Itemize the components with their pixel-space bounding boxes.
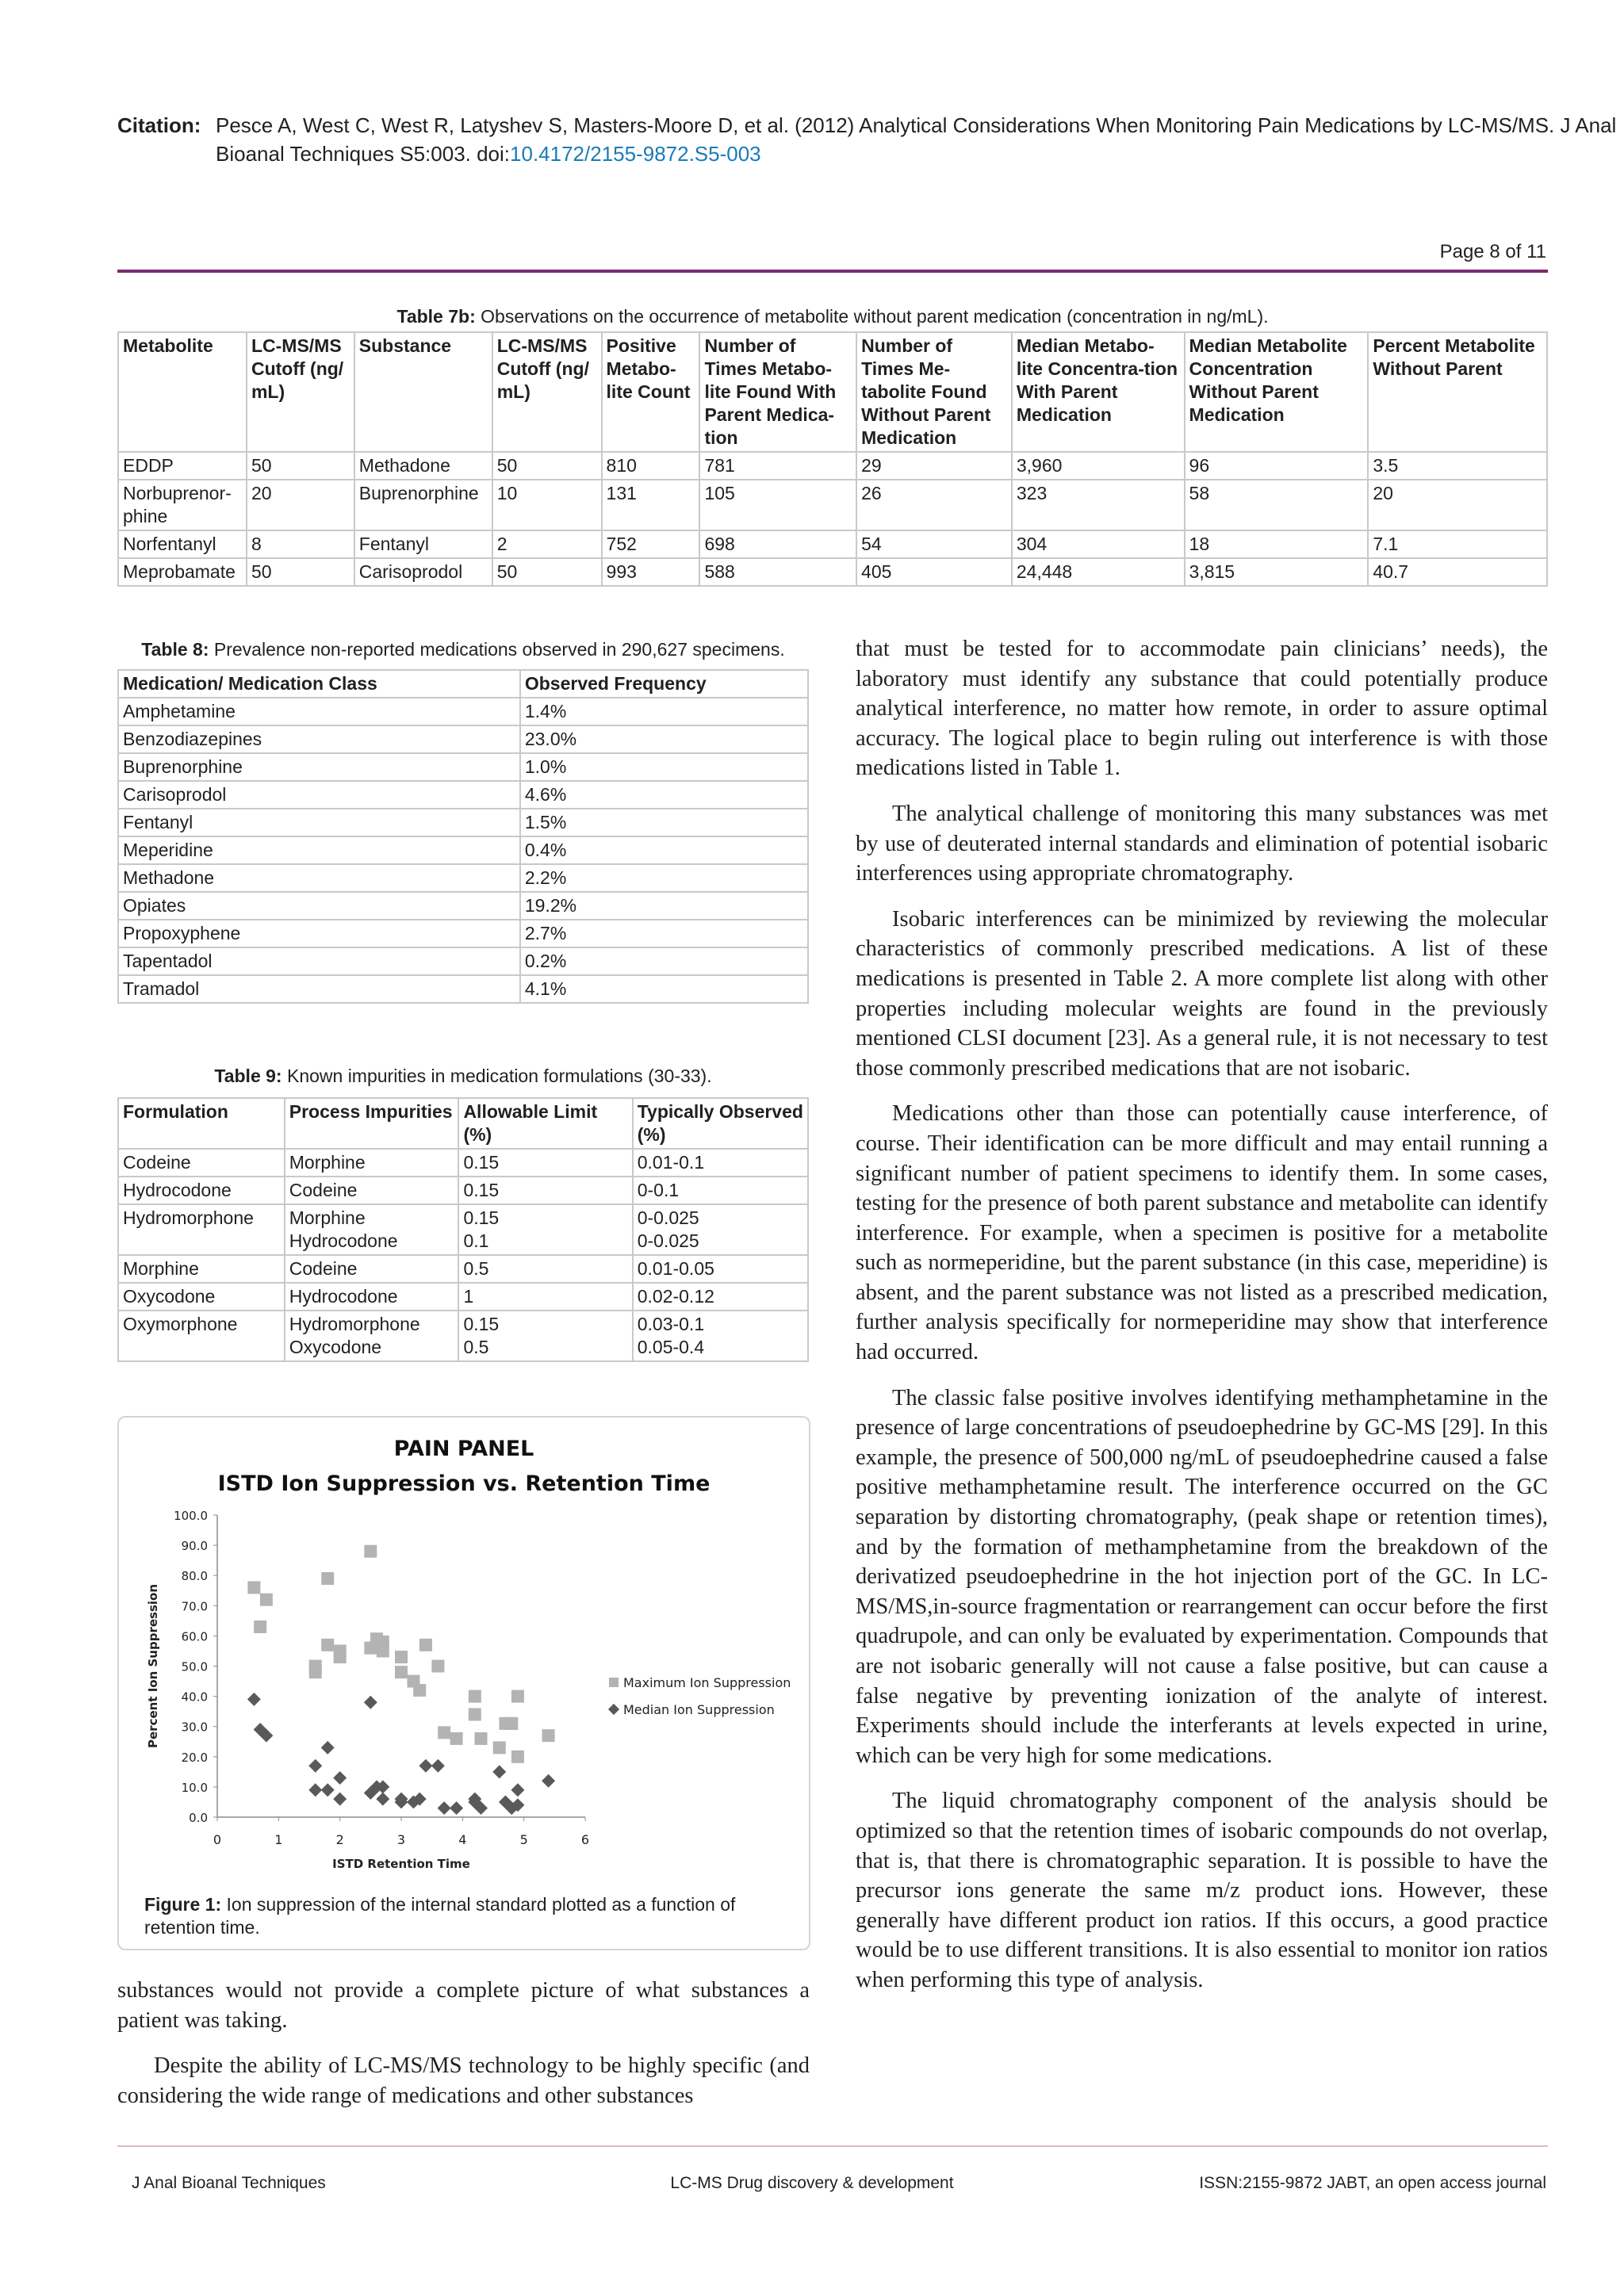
- y-tick-label: 70.0: [181, 1599, 208, 1614]
- table-cell-line: 0.15: [463, 1314, 500, 1334]
- table-cell: Tramadol: [118, 975, 520, 1003]
- table-cell: 1.0%: [520, 753, 808, 781]
- table-cell: [285, 1204, 459, 1255]
- median-ion-suppression-point: [419, 1759, 432, 1773]
- median-ion-suppression-point: [308, 1783, 322, 1797]
- table-cell-line: 0.5: [463, 1258, 489, 1279]
- table8-caption: [117, 639, 809, 660]
- table-cell-line: Codeine: [289, 1258, 358, 1279]
- table-cell-line: Morphine: [123, 1258, 199, 1279]
- table9-body: [118, 1149, 808, 1361]
- table-cell: 3.5: [1368, 452, 1547, 480]
- paragraph: The classic false positive involves identifying methamphetamine in the presence of large concentrations of pseudoephedrine by GC-MS [29]. In this example, the presence of 500,000 ng/mL of pseudoephedrine caused a false positive methamphetamine result. The interference occurred on the GC separation by distorting chromatography, (peak shape or retention times), and by the formation of methamphetamine from the breakdown of the derivatized pseudoephedrine in the hot injection port of the GC. In LC-MS/MS,in-source fragmentation or rearrangement can occur before the first quadrupole, and can only be evaluated by experimentation. Compounds that are not isobaric generally will not cause a false positive, but can cause a false negative by preventing ionization of the analyte of interest. Experiments should include the interferants at levels expected in urine, which can be very high for some medications.: [856, 1385, 1548, 1768]
- table-cell: 96: [1185, 452, 1369, 480]
- table9-header-cell: Typically Observed (%): [633, 1098, 808, 1149]
- table-row: [118, 947, 808, 975]
- table-cell: Methadone: [354, 452, 492, 480]
- median-ion-suppression-point: [511, 1783, 524, 1797]
- table-cell: [458, 1255, 632, 1283]
- table-cell: Benzodiazepines: [118, 725, 520, 753]
- y-tick-label: 0.0: [189, 1811, 208, 1825]
- table8: [117, 669, 809, 1004]
- figure-caption: [144, 1893, 795, 1939]
- table-cell-line: 0.03-0.1: [637, 1314, 705, 1334]
- x-axis-label: ISTD Retention Time: [332, 1857, 470, 1871]
- median-ion-suppression-point: [364, 1696, 377, 1709]
- max-ion-suppression-point: [475, 1732, 488, 1745]
- table7b-header-cell: Substance: [354, 332, 492, 452]
- table-cell: [633, 1204, 808, 1255]
- table-cell-line: Hydromorphone: [123, 1207, 254, 1228]
- table-row: [118, 1149, 808, 1177]
- left-column-text: [117, 1976, 810, 2126]
- table-cell: 8: [247, 530, 354, 558]
- max-ion-suppression-point: [413, 1684, 426, 1697]
- table7b: [117, 331, 1548, 587]
- paragraph: The liquid chromatography component of the analysis should be optimized so that the retention times of isobaric compounds do not overlap, that is, that there is chromatographic separation. It is possible to have the precursor ions generate the same m/z product ions. However, these generally have different product ion ratios. If this occurs, a good practice would be to use different transitions. It is also essential to monitor ion ratios when performing this type of analysis.: [856, 1789, 1548, 1992]
- x-tick-label: 6: [580, 1832, 590, 1847]
- table-cell: 50: [247, 452, 354, 480]
- table-cell: [633, 1311, 808, 1361]
- table7b-header-cell: Positive Metabo-lite Count: [602, 332, 700, 452]
- max-ion-suppression-point: [469, 1708, 481, 1720]
- table-cell-line: 0.15: [463, 1152, 500, 1173]
- x-tick-label: 2: [335, 1832, 344, 1847]
- table-cell: [633, 1255, 808, 1283]
- table-row: [118, 558, 1547, 586]
- table8-header-cell: Observed Frequency: [520, 670, 808, 698]
- table7b-header-row: [118, 332, 1547, 452]
- table-cell: [285, 1177, 459, 1204]
- table-cell: Methadone: [118, 864, 520, 892]
- y-tick-label: 10.0: [181, 1780, 208, 1795]
- table-row: [118, 1204, 808, 1255]
- table-cell: 1.5%: [520, 809, 808, 836]
- y-tick-label: 50.0: [181, 1659, 208, 1674]
- table-cell: Meperidine: [118, 836, 520, 864]
- table9-header-cell: Formulation: [118, 1098, 285, 1149]
- table7b-header-cell: LC-MS/MS Cutoff (ng/ mL): [247, 332, 354, 452]
- table-cell: Norfentanyl: [118, 530, 247, 558]
- max-ion-suppression-point: [438, 1726, 450, 1739]
- table-cell: 50: [492, 558, 602, 586]
- table-cell: Carisoprodol: [354, 558, 492, 586]
- table-row: [118, 530, 1547, 558]
- table-cell: 40.7: [1368, 558, 1547, 586]
- max-ion-suppression-point: [505, 1717, 518, 1730]
- footer-issn: ISSN:2155-9872 JABT, an open access journal: [1199, 2174, 1546, 2192]
- table-cell-line: 0.15: [463, 1180, 500, 1200]
- table-cell: 781: [699, 452, 856, 480]
- legend-label: Maximum Ion Suppression: [623, 1675, 791, 1690]
- table-row: [118, 725, 808, 753]
- x-tick-label: 4: [458, 1832, 467, 1847]
- max-ion-suppression-point: [395, 1651, 408, 1663]
- table-cell: Buprenorphine: [354, 480, 492, 530]
- table-cell: [458, 1177, 632, 1204]
- table-cell: 1.4%: [520, 698, 808, 725]
- table-cell: 588: [699, 558, 856, 586]
- y-tick-label: 60.0: [181, 1629, 208, 1644]
- footer-rule: [117, 2145, 1548, 2147]
- table-cell: 2.7%: [520, 920, 808, 947]
- max-ion-suppression-point: [334, 1651, 347, 1663]
- table-cell: Fentanyl: [118, 809, 520, 836]
- table-cell-line: 0-0.1: [637, 1180, 680, 1200]
- chart-title: PAIN PANEL: [393, 1437, 534, 1461]
- table9-header-cell: Allowable Limit (%): [458, 1098, 632, 1149]
- table-row: [118, 1255, 808, 1283]
- table-cell: [118, 1149, 285, 1177]
- y-tick-label: 40.0: [181, 1689, 208, 1705]
- table-cell: 405: [856, 558, 1012, 586]
- figure-caption-text: Ion suppression of the internal standard plotted as a function of retention time.: [144, 1894, 736, 1938]
- table-cell: 810: [602, 452, 700, 480]
- table-cell-line: Morphine: [289, 1152, 366, 1173]
- table-cell: [458, 1149, 632, 1177]
- x-tick-label: 3: [396, 1832, 406, 1847]
- table7b-header-cell: Number of Times Me-tabolite Found Without Parent Medication: [856, 332, 1012, 452]
- table-cell: Meprobamate: [118, 558, 247, 586]
- y-axis-label: Percent Ion Suppression: [146, 1584, 160, 1748]
- y-tick-label: 20.0: [181, 1750, 208, 1765]
- table-cell-line: Oxycodone: [123, 1286, 216, 1307]
- table-cell-line: Oxycodone: [289, 1337, 382, 1357]
- max-ion-suppression-point: [419, 1639, 432, 1651]
- footer-journal: J Anal Bioanal Techniques: [132, 2174, 326, 2192]
- table-cell-line: Hydrocodone: [289, 1230, 398, 1251]
- table-cell: Norbuprenor-phine: [118, 480, 247, 530]
- median-ion-suppression-point: [333, 1771, 347, 1785]
- table-cell: 20: [247, 480, 354, 530]
- figure-caption-label: Figure 1:: [144, 1894, 222, 1915]
- x-tick-label: 1: [274, 1832, 283, 1847]
- table7b-header-cell: Number of Times Metabo-lite Found With Parent Medica-tion: [699, 332, 856, 452]
- table-row: [118, 452, 1547, 480]
- table-cell-line: Morphine: [289, 1207, 366, 1228]
- table-cell: [633, 1149, 808, 1177]
- max-ion-suppression-point: [469, 1690, 481, 1703]
- max-ion-suppression-point: [309, 1660, 322, 1673]
- table-cell-line: 0.5: [463, 1337, 489, 1357]
- table-cell: 752: [602, 530, 700, 558]
- median-ion-suppression-point: [492, 1765, 506, 1778]
- table-cell-line: 0-0.025: [637, 1207, 699, 1228]
- table-cell: [118, 1204, 285, 1255]
- y-tick-label: 80.0: [181, 1569, 208, 1584]
- table-cell: 10: [492, 480, 602, 530]
- table8-header-cell: Medication/ Medication Class: [118, 670, 520, 698]
- table8-header-row: [118, 670, 808, 698]
- max-ion-suppression-point: [431, 1660, 444, 1673]
- table-cell: [118, 1255, 285, 1283]
- table-row: [118, 892, 808, 920]
- table-row: [118, 1311, 808, 1361]
- chart-subtitle: ISTD Ion Suppression vs. Retention Time: [217, 1471, 710, 1496]
- figure-1: [117, 1416, 810, 1950]
- x-tick-label: 0: [213, 1832, 222, 1847]
- x-tick-label: 5: [519, 1832, 528, 1847]
- table-cell-line: Codeine: [289, 1180, 358, 1200]
- max-ion-suppression-point: [377, 1644, 389, 1657]
- table-cell: [285, 1149, 459, 1177]
- table7b-header-cell: Percent Metabolite Without Parent: [1368, 332, 1547, 452]
- max-ion-suppression-point: [260, 1594, 273, 1606]
- table-cell-line: 0.01-0.05: [637, 1258, 714, 1279]
- footer-section: LC-MS Drug discovery & development: [670, 2174, 954, 2192]
- table-cell: 19.2%: [520, 892, 808, 920]
- table9: [117, 1097, 809, 1362]
- table-cell: EDDP: [118, 452, 247, 480]
- table-cell: [118, 1283, 285, 1311]
- table-cell: [458, 1311, 632, 1361]
- table9-caption-text: Known impurities in medication formulations (30-33).: [282, 1066, 712, 1086]
- paragraph: substances would not provide a complete picture of what substances a patient was taking.: [117, 1978, 810, 2033]
- max-ion-suppression-point: [511, 1751, 524, 1763]
- table7b-header-cell: Median Metabolite Concentration Without Parent Medication: [1185, 332, 1369, 452]
- y-tick-label: 100.0: [174, 1509, 208, 1523]
- table-row: [118, 809, 808, 836]
- table-row: [118, 753, 808, 781]
- table-cell: 2: [492, 530, 602, 558]
- table-row: [118, 836, 808, 864]
- table-cell-line: 0.15: [463, 1207, 500, 1228]
- table-cell: 0.4%: [520, 836, 808, 864]
- max-ion-suppression-point: [395, 1666, 408, 1678]
- table-cell-line: 1: [463, 1286, 474, 1307]
- right-column-text: [856, 634, 1548, 2011]
- median-ion-suppression-point: [431, 1759, 445, 1773]
- median-ion-suppression-point: [450, 1801, 463, 1815]
- table-cell: 50: [492, 452, 602, 480]
- table-cell-line: 0.02-0.12: [637, 1286, 714, 1307]
- table-row: [118, 864, 808, 892]
- table9-caption: [117, 1066, 809, 1087]
- table-cell: 323: [1012, 480, 1185, 530]
- table-cell-line: Hydrocodone: [289, 1286, 398, 1307]
- table-row: [118, 1283, 808, 1311]
- table-cell: [458, 1204, 632, 1255]
- table-cell: Fentanyl: [354, 530, 492, 558]
- y-tick-label: 90.0: [181, 1539, 208, 1554]
- max-ion-suppression-point: [254, 1621, 266, 1633]
- max-ion-suppression-point: [321, 1572, 334, 1585]
- table-row: [118, 920, 808, 947]
- median-ion-suppression-point: [438, 1801, 451, 1815]
- table7b-caption-label: Table 7b:: [396, 306, 476, 327]
- paragraph: Medications other than those can potentially cause interference, of course. Their identification can be more difficult and may entail running a significant number of patient specimens to identify them. In some cases, testing for the presence of both parent substance and metabolite can identify interference. For example, when a specimen is positive for a metabolite such as normeperidine, but the parent substance (in this case, meperidine) is absent, and the parent substance was not listed as a prescribed medication, further analysis specifically for normeperidine may show that interference had occurred.: [856, 1101, 1548, 1365]
- table-cell: 23.0%: [520, 725, 808, 753]
- table-cell: 24,448: [1012, 558, 1185, 586]
- table-cell: 29: [856, 452, 1012, 480]
- citation-label: Citation:: [117, 113, 201, 137]
- table7b-caption-text: Observations on the occurrence of metabolite without parent medication (concentration in ng/mL).: [475, 306, 1269, 327]
- table7b-body: [118, 452, 1547, 586]
- median-ion-suppression-point: [542, 1774, 555, 1788]
- table8-caption-text: Prevalence non-reported medications observed in 290,627 specimens.: [209, 639, 785, 660]
- table-row: [118, 480, 1547, 530]
- table-cell: 20: [1368, 480, 1547, 530]
- median-ion-suppression-point: [247, 1693, 261, 1706]
- table-cell-line: 0.1: [463, 1230, 489, 1251]
- table-cell: 304: [1012, 530, 1185, 558]
- table-cell-line: Codeine: [123, 1152, 191, 1173]
- max-ion-suppression-point: [321, 1639, 334, 1651]
- pain-panel-chart: [119, 1418, 809, 1893]
- legend-label: Median Ion Suppression: [623, 1702, 775, 1717]
- table-cell: 0.2%: [520, 947, 808, 975]
- max-ion-suppression-point: [493, 1741, 506, 1754]
- paragraph: Isobaric interferences can be minimized by reviewing the molecular characteristics of commonly prescribed medications. A list of these medications is presented in Table 2. A more complete list along with other properties including molecular weights are found in the previously mentioned CLSI document [23]. As a general rule, it is not necessary to test those commonly prescribed medications that are not isobaric.: [856, 906, 1548, 1081]
- table7b-caption: [117, 306, 1548, 327]
- table-cell-line: Hydromorphone: [289, 1314, 420, 1334]
- table-row: [118, 1177, 808, 1204]
- table-cell: [633, 1177, 808, 1204]
- page-number: Page 8 of 11: [1439, 241, 1546, 262]
- table-cell: 18: [1185, 530, 1369, 558]
- max-ion-suppression-point: [511, 1690, 524, 1703]
- table-cell-line: Hydrocodone: [123, 1180, 232, 1200]
- table-cell: 58: [1185, 480, 1369, 530]
- citation-text: [216, 111, 1624, 168]
- median-ion-suppression-point: [321, 1741, 335, 1755]
- table7b-header-cell: Median Metabo-lite Concentra-tion With Parent Medication: [1012, 332, 1185, 452]
- table-cell: [118, 1311, 285, 1361]
- table-cell: 105: [699, 480, 856, 530]
- table-cell: 4.1%: [520, 975, 808, 1003]
- table9-header-cell: Process Impurities: [285, 1098, 459, 1149]
- table-cell: [458, 1283, 632, 1311]
- max-ion-suppression-point: [247, 1581, 260, 1594]
- table-cell: [118, 1177, 285, 1204]
- max-ion-suppression-point: [450, 1732, 463, 1745]
- table8-caption-label: Table 8:: [141, 639, 209, 660]
- table-cell: 3,815: [1185, 558, 1369, 586]
- median-ion-suppression-point: [308, 1759, 322, 1773]
- paragraph: that must be tested for to accommodate pain clinicians’ needs), the laboratory must identify any substance that could potentially produce analytical interference, no matter how remote, in order to assure optimal accuracy. The logical place to begin ruling out interference is with those medications listed in Table 1.: [856, 637, 1548, 781]
- table-row: [118, 698, 808, 725]
- table8-body: [118, 698, 808, 1003]
- table-cell-line: 0.05-0.4: [637, 1337, 705, 1357]
- y-tick-label: 30.0: [181, 1720, 208, 1735]
- table-cell-line: Oxymorphone: [123, 1314, 238, 1334]
- table-cell: Propoxyphene: [118, 920, 520, 947]
- table-cell: Amphetamine: [118, 698, 520, 725]
- paragraph: The analytical challenge of monitoring this many substances was met by use of deuterated internal standards and elimination of potential isobaric interferences using appropriate chromatography.: [856, 801, 1548, 886]
- table-cell: [285, 1311, 459, 1361]
- table-cell: Carisoprodol: [118, 781, 520, 809]
- paragraph: Despite the ability of LC-MS/MS technology to be highly specific (and considering the wide range of medications and other substances: [117, 2053, 810, 2108]
- table-cell-line: 0.01-0.1: [637, 1152, 705, 1173]
- median-ion-suppression-point: [376, 1793, 389, 1806]
- table-cell: 4.6%: [520, 781, 808, 809]
- table-cell: [633, 1283, 808, 1311]
- doi-link[interactable]: 10.4172/2155-9872.S5-003: [510, 142, 761, 166]
- table9-caption-label: Table 9:: [214, 1066, 282, 1086]
- table-cell: Opiates: [118, 892, 520, 920]
- table-cell: 50: [247, 558, 354, 586]
- table-cell: 2.2%: [520, 864, 808, 892]
- median-ion-suppression-point: [333, 1793, 347, 1806]
- max-ion-suppression-point: [542, 1729, 555, 1742]
- table-cell: 131: [602, 480, 700, 530]
- table-cell: 993: [602, 558, 700, 586]
- table-cell: 26: [856, 480, 1012, 530]
- table-cell: 54: [856, 530, 1012, 558]
- table-row: [118, 975, 808, 1003]
- table-cell: 7.1: [1368, 530, 1547, 558]
- table7b-header-cell: LC-MS/MS Cutoff (ng/ mL): [492, 332, 602, 452]
- header-rule: [117, 270, 1548, 273]
- table-cell: Buprenorphine: [118, 753, 520, 781]
- table-cell-line: 0-0.025: [637, 1230, 699, 1251]
- median-ion-suppression-point: [321, 1783, 335, 1797]
- table-cell: [285, 1283, 459, 1311]
- legend-square-marker: [609, 1678, 619, 1687]
- table9-header-row: [118, 1098, 808, 1149]
- table-cell: 698: [699, 530, 856, 558]
- table-row: [118, 781, 808, 809]
- legend-diamond-marker: [608, 1704, 619, 1715]
- table-cell: [285, 1255, 459, 1283]
- table-cell: 3,960: [1012, 452, 1185, 480]
- max-ion-suppression-point: [364, 1545, 377, 1558]
- table-cell: Tapentadol: [118, 947, 520, 975]
- table7b-header-cell: Metabolite: [118, 332, 247, 452]
- citation-body: Pesce A, West C, West R, Latyshev S, Masters-Moore D, et al. (2012) Analytical Considerations When Monitoring Pain Medications by LC-MS/MS. J Anal Bioanal Techniques S5:003. doi:: [216, 113, 1617, 166]
